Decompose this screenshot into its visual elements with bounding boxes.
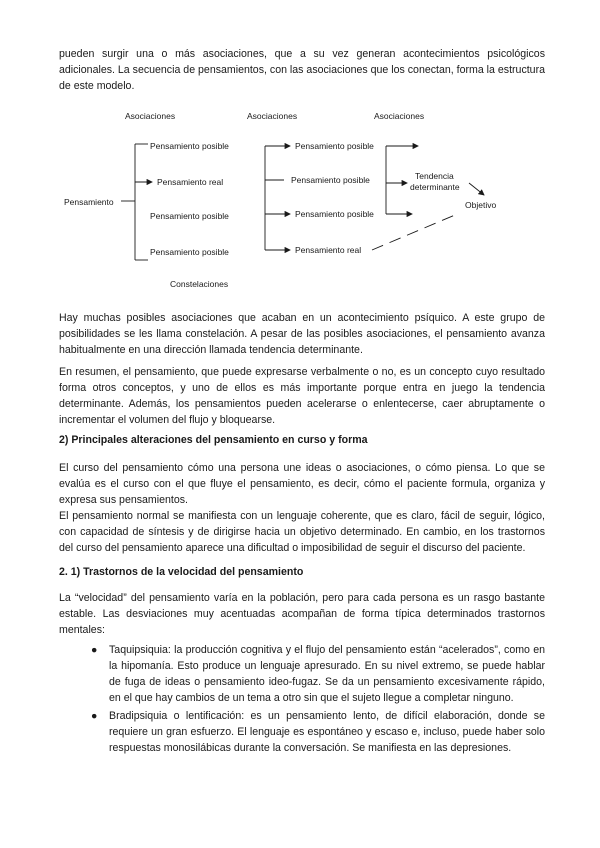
list-item xyxy=(59,642,545,706)
section-heading-2: 2) Principales alteraciones del pensamiento en curso y forma xyxy=(59,434,368,446)
diagram-root-label: Pensamiento xyxy=(64,197,114,207)
right-branch-3: Pensamiento posible xyxy=(295,209,374,219)
paragraph-normal: El pensamiento normal se manifiesta con un lenguaje coherente, que es claro, fácil de seguir, lógico, con capacidad de síntesis y de dirigirse hacia un objetivo determinado. En cambio, en los trastornos del curso del pensamiento aparece una dificultad o imposibilidad de seguir el discurso del paciente. xyxy=(59,510,545,554)
left-branch-3: Pensamiento posible xyxy=(150,211,229,221)
dashed-tendency-line xyxy=(372,215,455,250)
paragraph-resumen: En resumen, el pensamiento, que puede expresarse verbalmente o no, es un concepto cuyo resultado forma otros conceptos, y uno de ellos es más importante porque entra en juego la tendencia determinante. Además, los pensamientos pueden acelerarse o enlentecerse, caer abruptamente o incrementar el volumen del flujo y bloquearse. xyxy=(59,366,545,426)
goal-arrow xyxy=(469,183,484,195)
right-branch-1: Pensamiento posible xyxy=(295,141,374,151)
bullet-icon: ● xyxy=(91,644,98,656)
disorder-bullet-list xyxy=(59,642,545,758)
diagram-header-1: Asociaciones xyxy=(125,111,176,121)
left-branch-4: Pensamiento posible xyxy=(150,247,229,257)
bullet-icon: ● xyxy=(91,710,98,722)
tendency-label-line1: Tendencia xyxy=(415,171,454,181)
diagram-header-3: Asociaciones xyxy=(374,111,425,121)
left-branch-2: Pensamiento real xyxy=(157,177,224,187)
paragraph-velocidad: La “velocidad” del pensamiento varía en la población, pero para cada persona es un rasgo bastante estable. Las desviaciones muy acentuadas acompañan de forma típica determinados trastornos mentales: xyxy=(59,592,545,636)
list-item xyxy=(59,708,545,756)
tendency-label-line2: determinante xyxy=(410,182,460,192)
paragraph-curso: El curso del pensamiento cómo una persona une ideas o asociaciones, o cómo piensa. Lo que se evalúa es el curso con el que fluye el pensamiento, es decir, cómo el paciente formula, organiza y expresa sus pensamientos. xyxy=(59,462,545,506)
left-branch-1: Pensamiento posible xyxy=(150,141,229,151)
goal-label: Objetivo xyxy=(465,200,497,210)
right-branch-4: Pensamiento real xyxy=(295,245,362,255)
diagram-header-2: Asociaciones xyxy=(247,111,298,121)
bullet-text-bradipsiquia: Bradipsiquia o lentificación: es un pensamiento lento, de difícil elaboración, donde se requiere un gran esfuerzo. El lenguaje es espontáneo y escaso e, incluso, puede haber solo respuestas monosilábicas durante la conversación. Se manifiesta en las depresiones. xyxy=(109,710,545,754)
intro-paragraph: pueden surgir una o más asociaciones, que a su vez generan acontecimientos psicológicos adicionales. La secuencia de pensamientos, con las asociaciones que los conectan, forma la estructura de este modelo. xyxy=(59,48,545,92)
thought-association-diagram xyxy=(0,100,600,295)
bullet-text-taquipsiquia: Taquipsiquia: la producción cognitiva y el flujo del pensamiento están “acelerados”, como en la hipomanía. Esto produce un lenguaje apresurado. En su nivel extremo, se puede hablar de fuga de ideas o pensamiento ideo-fugaz. Se da un pensamiento excesivamente rápido, en el que hay cambios de un tema a otro sin que el sujeto llegue a completar ninguno. xyxy=(109,644,545,704)
right-branch-2: Pensamiento posible xyxy=(291,175,370,185)
paragraph-constelacion: Hay muchas posibles asociaciones que acaban en un acontecimiento psíquico. A este grupo de posibilidades se les llama constelación. A pesar de las posibles asociaciones, el pensamiento avanza habitualmente en una dirección llamada tendencia determinante. xyxy=(59,312,545,356)
section-heading-2-1: 2. 1) Trastornos de la velocidad del pensamiento xyxy=(59,566,304,578)
constellation-label: Constelaciones xyxy=(170,279,229,289)
